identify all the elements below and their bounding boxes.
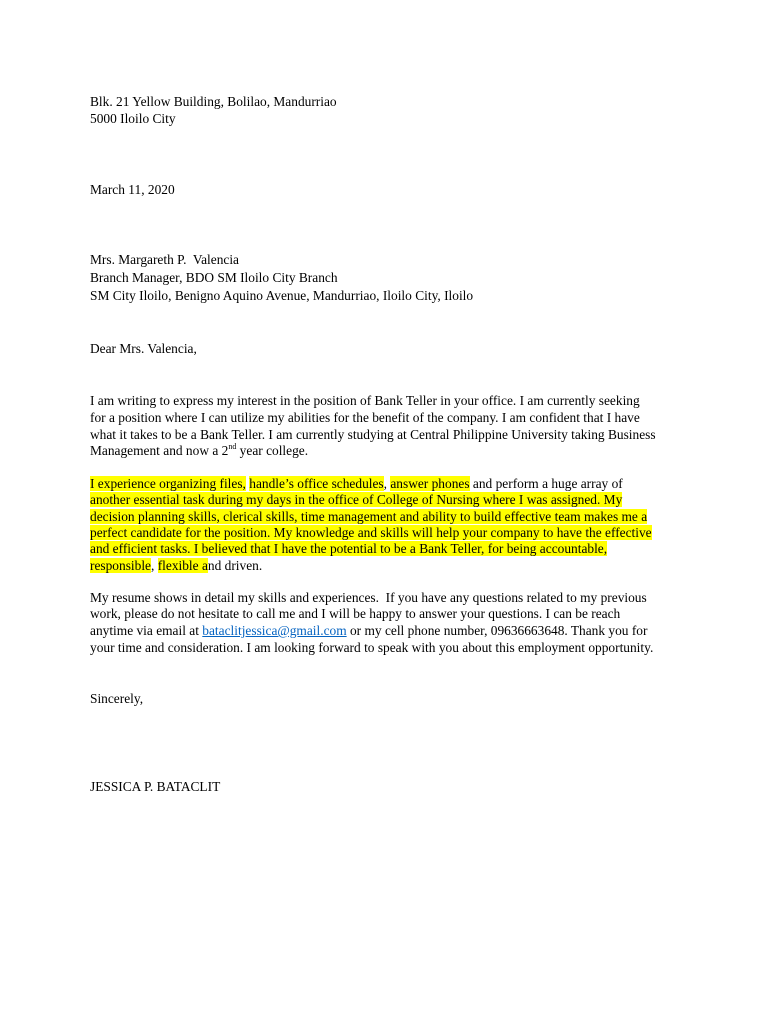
salutation: Dear Mrs. Valencia, — [90, 341, 197, 356]
sender-address-line2: 5000 Iloilo City — [90, 111, 176, 126]
text-segment: , — [151, 558, 158, 573]
paragraph-line: I am writing to express my interest in the position of Bank Teller in your office. I am currently seeking — [90, 393, 640, 408]
paragraph-line: work, please do not hesitate to call me and I will be happy to answer your questions. I can be reach — [90, 606, 621, 621]
sender-address-line1: Blk. 21 Yellow Building, Bolilao, Mandurriao — [90, 94, 337, 109]
highlighted-text: perfect candidate for the position. My knowledge and skills will help your company to have the effective — [90, 525, 652, 540]
text-segment: Management and now a 2 — [90, 443, 229, 458]
highlighted-text: decision planning skills, clerical skills, time management and ability to build effective team makes me a — [90, 509, 648, 524]
highlighted-text: answer phones — [390, 476, 470, 491]
paragraph-line — [90, 541, 607, 557]
paragraph-line — [90, 492, 622, 508]
paragraph-line — [90, 558, 262, 574]
closing: Sincerely, — [90, 691, 144, 706]
paragraph-line — [90, 623, 647, 639]
text-segment: , — [383, 476, 391, 491]
text-segment: anytime via email at — [90, 623, 203, 638]
text-segment: nd driven. — [207, 558, 263, 573]
text-segment: or my cell phone number, 09636663648. Thank you for — [346, 623, 648, 638]
letter-date: March 11, 2020 — [90, 182, 175, 197]
paragraph-line — [90, 476, 623, 492]
text-segment: and perform a huge array of — [469, 476, 623, 491]
highlighted-text: and efficient tasks. I believed that I have the potential to be a Bank Teller, for being accountable, — [90, 541, 608, 556]
ordinal-suffix: nd — [228, 442, 237, 451]
email-link[interactable]: bataclitjessica@gmail.com — [202, 623, 347, 638]
highlighted-text: flexible a — [157, 558, 208, 573]
highlighted-text: handle’s office schedules — [249, 476, 384, 491]
paragraph-line — [90, 509, 647, 525]
paragraph-line — [90, 525, 652, 541]
signature-name: JESSICA P. BATACLIT — [90, 779, 221, 794]
highlighted-text: another essential task during my days in the office of College of Nursing where I was assigned. My — [90, 492, 623, 507]
paragraph-line: My resume shows in detail my skills and experiences. If you have any questions related to my previous — [90, 590, 647, 605]
recipient-title: Branch Manager, BDO SM Iloilo City Branch — [90, 270, 338, 285]
text-segment: year college. — [236, 443, 309, 458]
recipient-address: SM City Iloilo, Benigno Aquino Avenue, Mandurriao, Iloilo City, Iloilo — [90, 288, 474, 303]
recipient-name: Mrs. Margareth P. Valencia — [90, 252, 240, 267]
paragraph-line — [90, 443, 308, 459]
paragraph-line: for a position where I can utilize my abilities for the benefit of the company. I am confident that I have — [90, 410, 640, 425]
highlighted-text: responsible — [90, 558, 151, 573]
paragraph-line: what it takes to be a Bank Teller. I am currently studying at Central Philippine University taking Business — [90, 427, 656, 442]
paragraph-line: your time and consideration. I am looking forward to speak with you about this employment opportunity. — [90, 640, 654, 655]
highlighted-text: I experience organizing files, — [90, 476, 246, 491]
